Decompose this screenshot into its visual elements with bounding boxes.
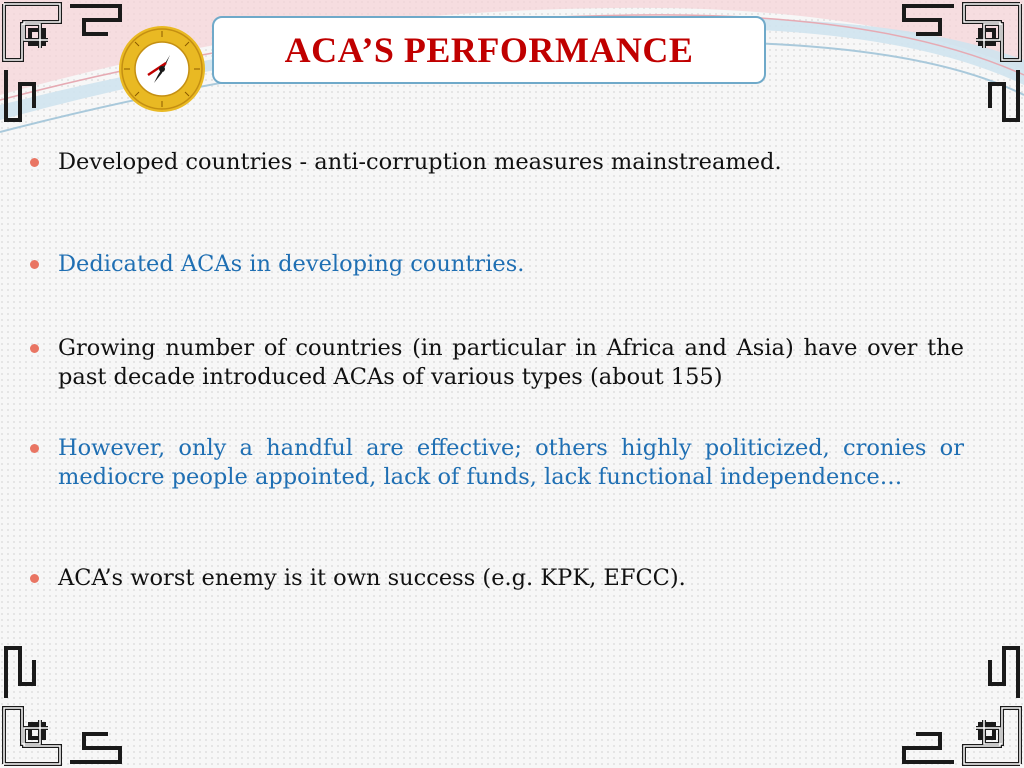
key-pattern-ornament-icon [894, 0, 1024, 130]
bullet-item [30, 334, 964, 392]
bullet-text: Developed countries - anti-corruption measures mainstreamed. [58, 149, 782, 175]
title-box [212, 16, 766, 84]
bullet-item [30, 148, 964, 177]
bullet-dot-icon [30, 574, 39, 583]
slide-title: ACA’S PERFORMANCE [284, 30, 694, 70]
bullet-item [30, 434, 964, 492]
bullet-dot-icon [30, 158, 39, 167]
bullet-text: Growing number of countries (in particular in Africa and Asia) have over the past decade introduced ACAs of various types (about 155) [58, 335, 964, 390]
bullet-text: However, only a handful are effective; others highly politicized, cronies or mediocre people appointed, lack of funds, lack functional independence… [58, 435, 964, 490]
bullet-dot-icon [30, 344, 39, 353]
bullet-text: ACA’s worst enemy is it own success (e.g. KPK, EFCC). [58, 565, 686, 591]
bullet-item [30, 564, 964, 593]
anti-corruption-commission-seal-icon [118, 25, 206, 113]
bullet-text: Dedicated ACAs in developing countries. [58, 251, 525, 277]
bullet-dot-icon [30, 444, 39, 453]
key-pattern-ornament-icon [0, 0, 130, 130]
bullet-item [30, 250, 964, 279]
key-pattern-ornament-icon [0, 638, 130, 768]
bullet-dot-icon [30, 260, 39, 269]
key-pattern-ornament-icon [894, 638, 1024, 768]
